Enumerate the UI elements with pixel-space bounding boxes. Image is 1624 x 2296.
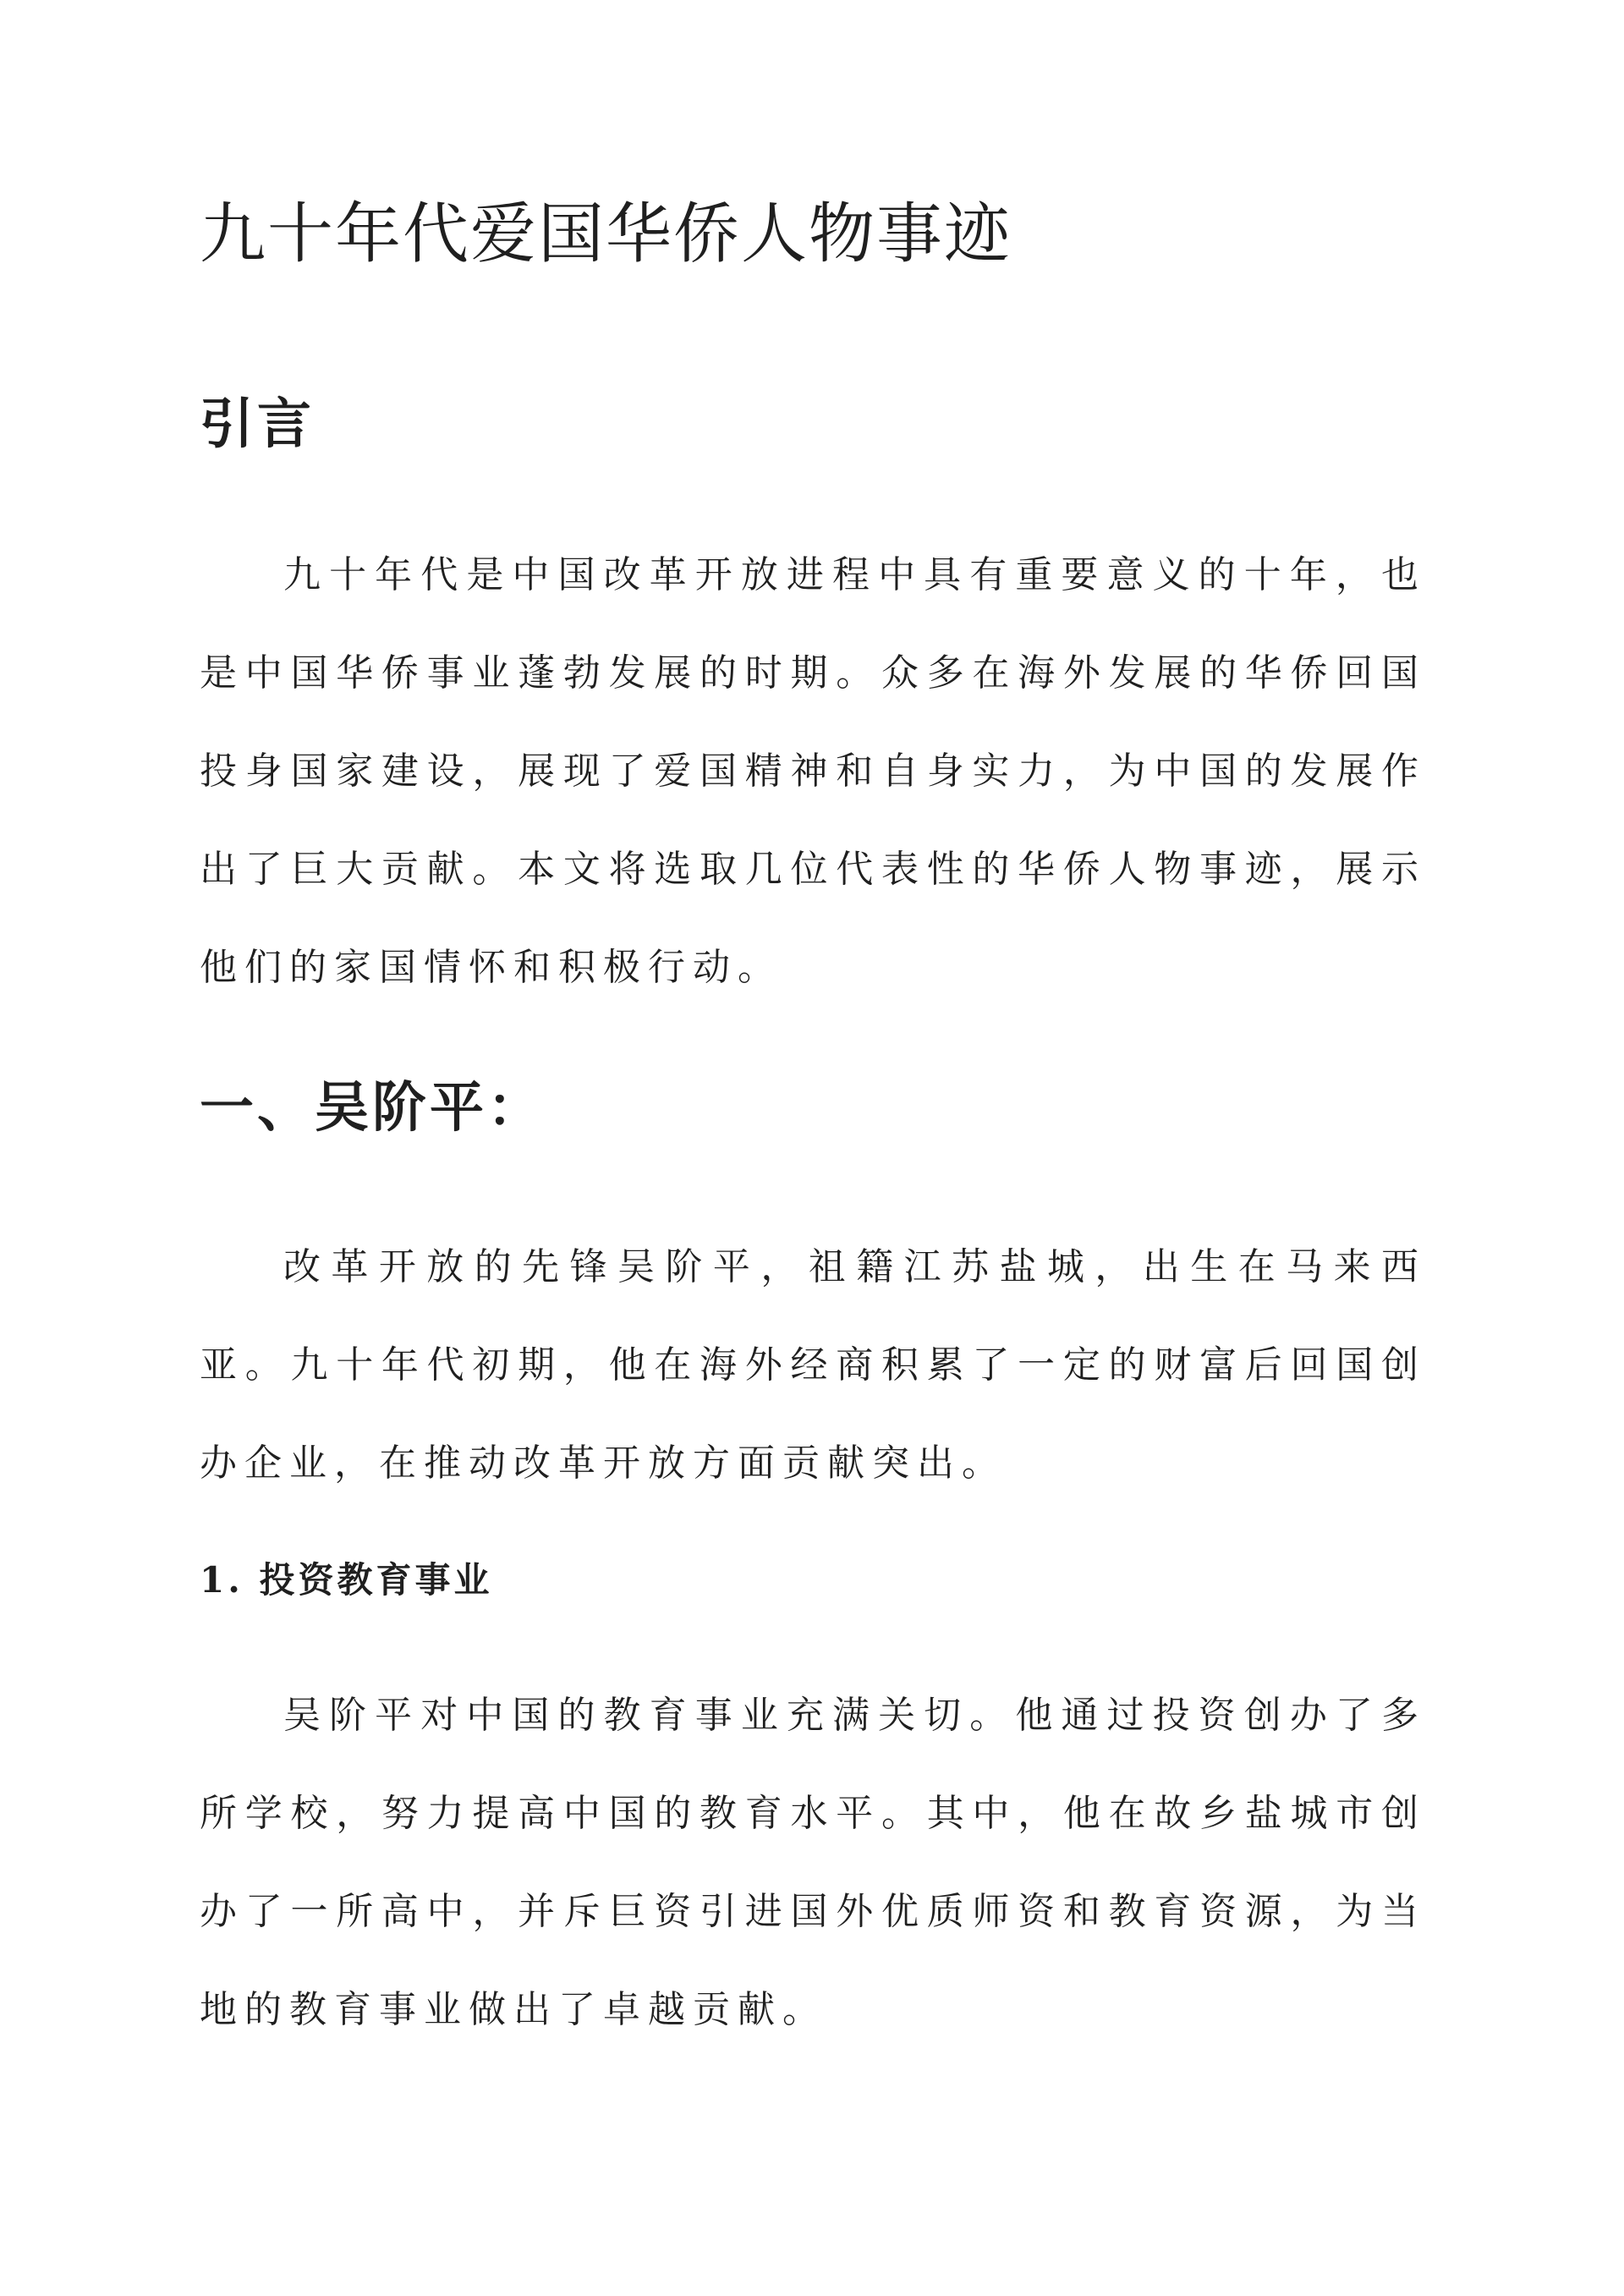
subsection-one-paragraph: 吴阶平对中国的教育事业充满关切。他通过投资创办了多所学校，努力提高中国的教育水平。其中，他在故乡盐城市创办了一所高中，并斥巨资引进国外优质师资和教育资源，为当地的教育事业做出了卓越贡献。 — [200, 1694, 1426, 2031]
subsection-one-heading: 1. 投资教育事业 — [200, 1559, 493, 1601]
document-title: 九十年代爱国华侨人物事迹 — [200, 196, 1012, 272]
section-one-paragraph: 改革开放的先锋吴阶平，祖籍江苏盐城，出生在马来西亚。九十年代初期，他在海外经商积累了一定的财富后回国创办企业，在推动改革开放方面贡献突出。 — [200, 1245, 1426, 1485]
intro-heading: 引言 — [200, 393, 315, 456]
intro-paragraph: 九十年代是中国改革开放进程中具有重要意义的十年，也是中国华侨事业蓬勃发展的时期。众多在海外发展的华侨回国投身国家建设，展现了爱国精神和自身实力，为中国的发展作出了巨大贡献。本文将选取几位代表性的华侨人物事迹，展示他们的家国情怀和积极行动。 — [200, 553, 1426, 989]
section-one-heading: 一、吴阶平： — [200, 1076, 545, 1140]
